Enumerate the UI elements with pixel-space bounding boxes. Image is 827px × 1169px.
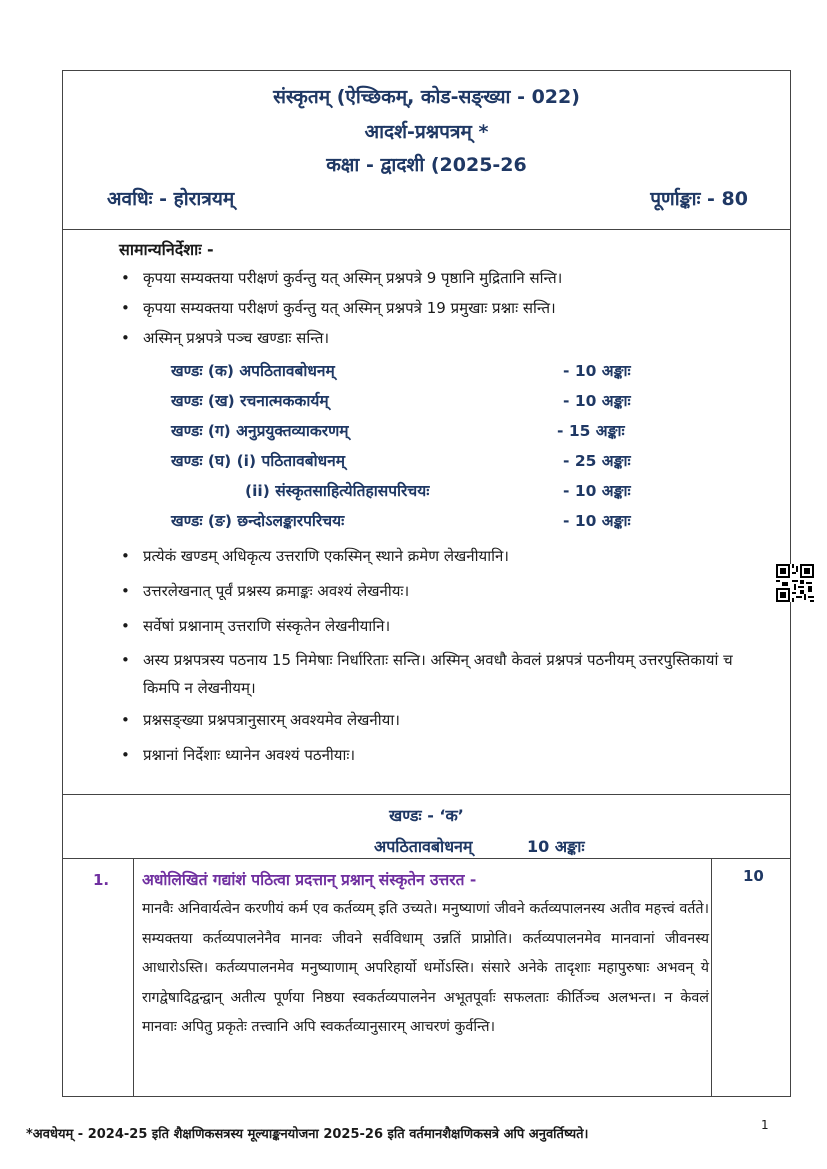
column-divider (711, 858, 712, 1096)
paper-frame (62, 70, 791, 1097)
duration: अवधिः - होरात्रयम् (107, 188, 235, 210)
full-marks: पूर्णाङ्काः - 80 (650, 188, 748, 210)
section-marks: - 10 अङ्काः (563, 482, 631, 500)
page-number: 1 (761, 1118, 769, 1132)
divider (63, 858, 790, 859)
column-divider (133, 858, 134, 1096)
section-marks: - 10 अङ्काः (563, 392, 631, 410)
subject-title: संस्कृतम् (ऐच्छिकम्, कोड-सङ्ख्या - 022) (273, 86, 580, 108)
section-marks: - 10 अङ्काः (563, 362, 631, 380)
section-marks: - 10 अङ्काः (563, 512, 631, 530)
instruction-item: • प्रश्नानां निर्देशाः ध्यानेन अवश्यं पठनीयाः। (143, 741, 355, 769)
instructions-title: सामान्यनिर्देशाः - (119, 240, 214, 259)
section-label: (ii) संस्कृतसाहित्येतिहासपरिचयः (245, 482, 430, 500)
paper-title: आदर्श-प्रश्नपत्रम् * (364, 121, 489, 143)
section-a-marks: 10 अङ्काः (527, 837, 585, 856)
section-label: खण्डः (ङ) छन्दोऽलङ्कारपरिचयः (171, 512, 345, 530)
divider (63, 229, 790, 230)
question-number: 1. (93, 871, 110, 889)
instruction-item: • प्रश्नसङ्ख्या प्रश्नपत्रानुसारम् अवश्यमेव लेखनीया। (143, 706, 400, 734)
instruction-item: • कृपया सम्यक्तया परीक्षणं कुर्वन्तु यत् अस्मिन् प्रश्नपत्रे 19 प्रमुखाः प्रश्नाः सन्ति। (143, 294, 556, 322)
instruction-item: • अस्य प्रश्नपत्रस्य पठनाय 15 निमेषाः निर्धारिताः सन्ति। अस्मिन् अवधौ केवलं प्रश्नपत्रं पठनीयम् उत्तरपुस्तिकायां च किमपि न लेखनीयम्। (143, 646, 763, 702)
instruction-item: • प्रत्येकं खण्डम् अधिकृत्य उत्तराणि एकस्मिन् स्थाने क्रमेण लेखनीयानि। (143, 542, 509, 570)
instruction-item: • कृपया सम्यक्तया परीक्षणं कुर्वन्तु यत् अस्मिन् प्रश्नपत्रे 9 पृष्ठानि मुद्रितानि सन्ति। (143, 264, 562, 292)
question-marks: 10 (743, 867, 764, 885)
section-label: खण्डः (क) अपठितावबोधनम् (171, 362, 335, 380)
section-label: खण्डः (ख) रचनात्मककार्यम् (171, 392, 329, 410)
question-instruction: अधोलिखितं गद्यांशं पठित्वा प्रदत्तान् प्रश्नान् संस्कृतेन उत्तरत - (142, 871, 477, 889)
instruction-item: • उत्तरलेखनात् पूर्वं प्रश्नस्य क्रमाङ्कः अवश्यं लेखनीयः। (143, 577, 409, 605)
section-label: खण्डः (घ) (i) पठितावबोधनम् (171, 452, 346, 470)
qr-code-icon (776, 564, 814, 602)
reading-passage: मानवैः अनिवार्यत्वेन करणीयं कर्म एव कर्तव्यम् इति उच्यते। मनुष्याणां जीवने कर्तव्यपालनस्य अतीव महत्त्वं वर्तते। सम्यक्तया कर्तव्यपालनेनैव मानवः जीवने सर्वविधाम् उन्नतिं प्राप्नोति। कर्तव्यपालनमेव मानवानां जीवनस्य आधारोऽस्ति। कर्तव्यपालनमेव मनुष्याणाम् अपरिहार्यो धर्मोऽस्ति। संसारे अनेके तादृशाः महापुरुषाः अभवन् ये रागद्वेषादिद्वन्द्वान् अतीत्य पूर्णया निष्ठया स्वकर्तव्यपालनेन अभूतपूर्वाः सफलताः कीर्तिञ्च अलभन्त। न केवलं मानवाः अपितु प्रकृतेः तत्त्वानि अपि स्वकर्तव्यानुसारम् आचरणं कुर्वन्ति। (142, 901, 709, 1035)
instruction-item: • अस्मिन् प्रश्नपत्रे पञ्च खण्डाः सन्ति। (143, 324, 329, 352)
instruction-item: • सर्वेषां प्रश्नानाम् उत्तराणि संस्कृतेन लेखनीयानि। (143, 612, 390, 640)
section-a-subtitle: अपठितावबोधनम् (374, 837, 473, 856)
footnote: *अवधेयम् - 2024-25 इति शैक्षणिकसत्रस्य मूल्याङ्कनयोजना 2025-26 इति वर्तमानशैक्षणिकसत्रे अपि अनुवर्तिष्यते। (26, 1127, 589, 1142)
class-title: कक्षा - द्वादशी (2025-26 (326, 154, 527, 176)
divider (63, 794, 790, 795)
section-label: खण्डः (ग) अनुप्रयुक्तव्याकरणम् (171, 422, 349, 440)
section-marks: - 15 अङ्काः (557, 422, 625, 440)
section-marks: - 25 अङ्काः (563, 452, 631, 470)
section-a-title: खण्डः - ‘क’ (389, 806, 464, 825)
